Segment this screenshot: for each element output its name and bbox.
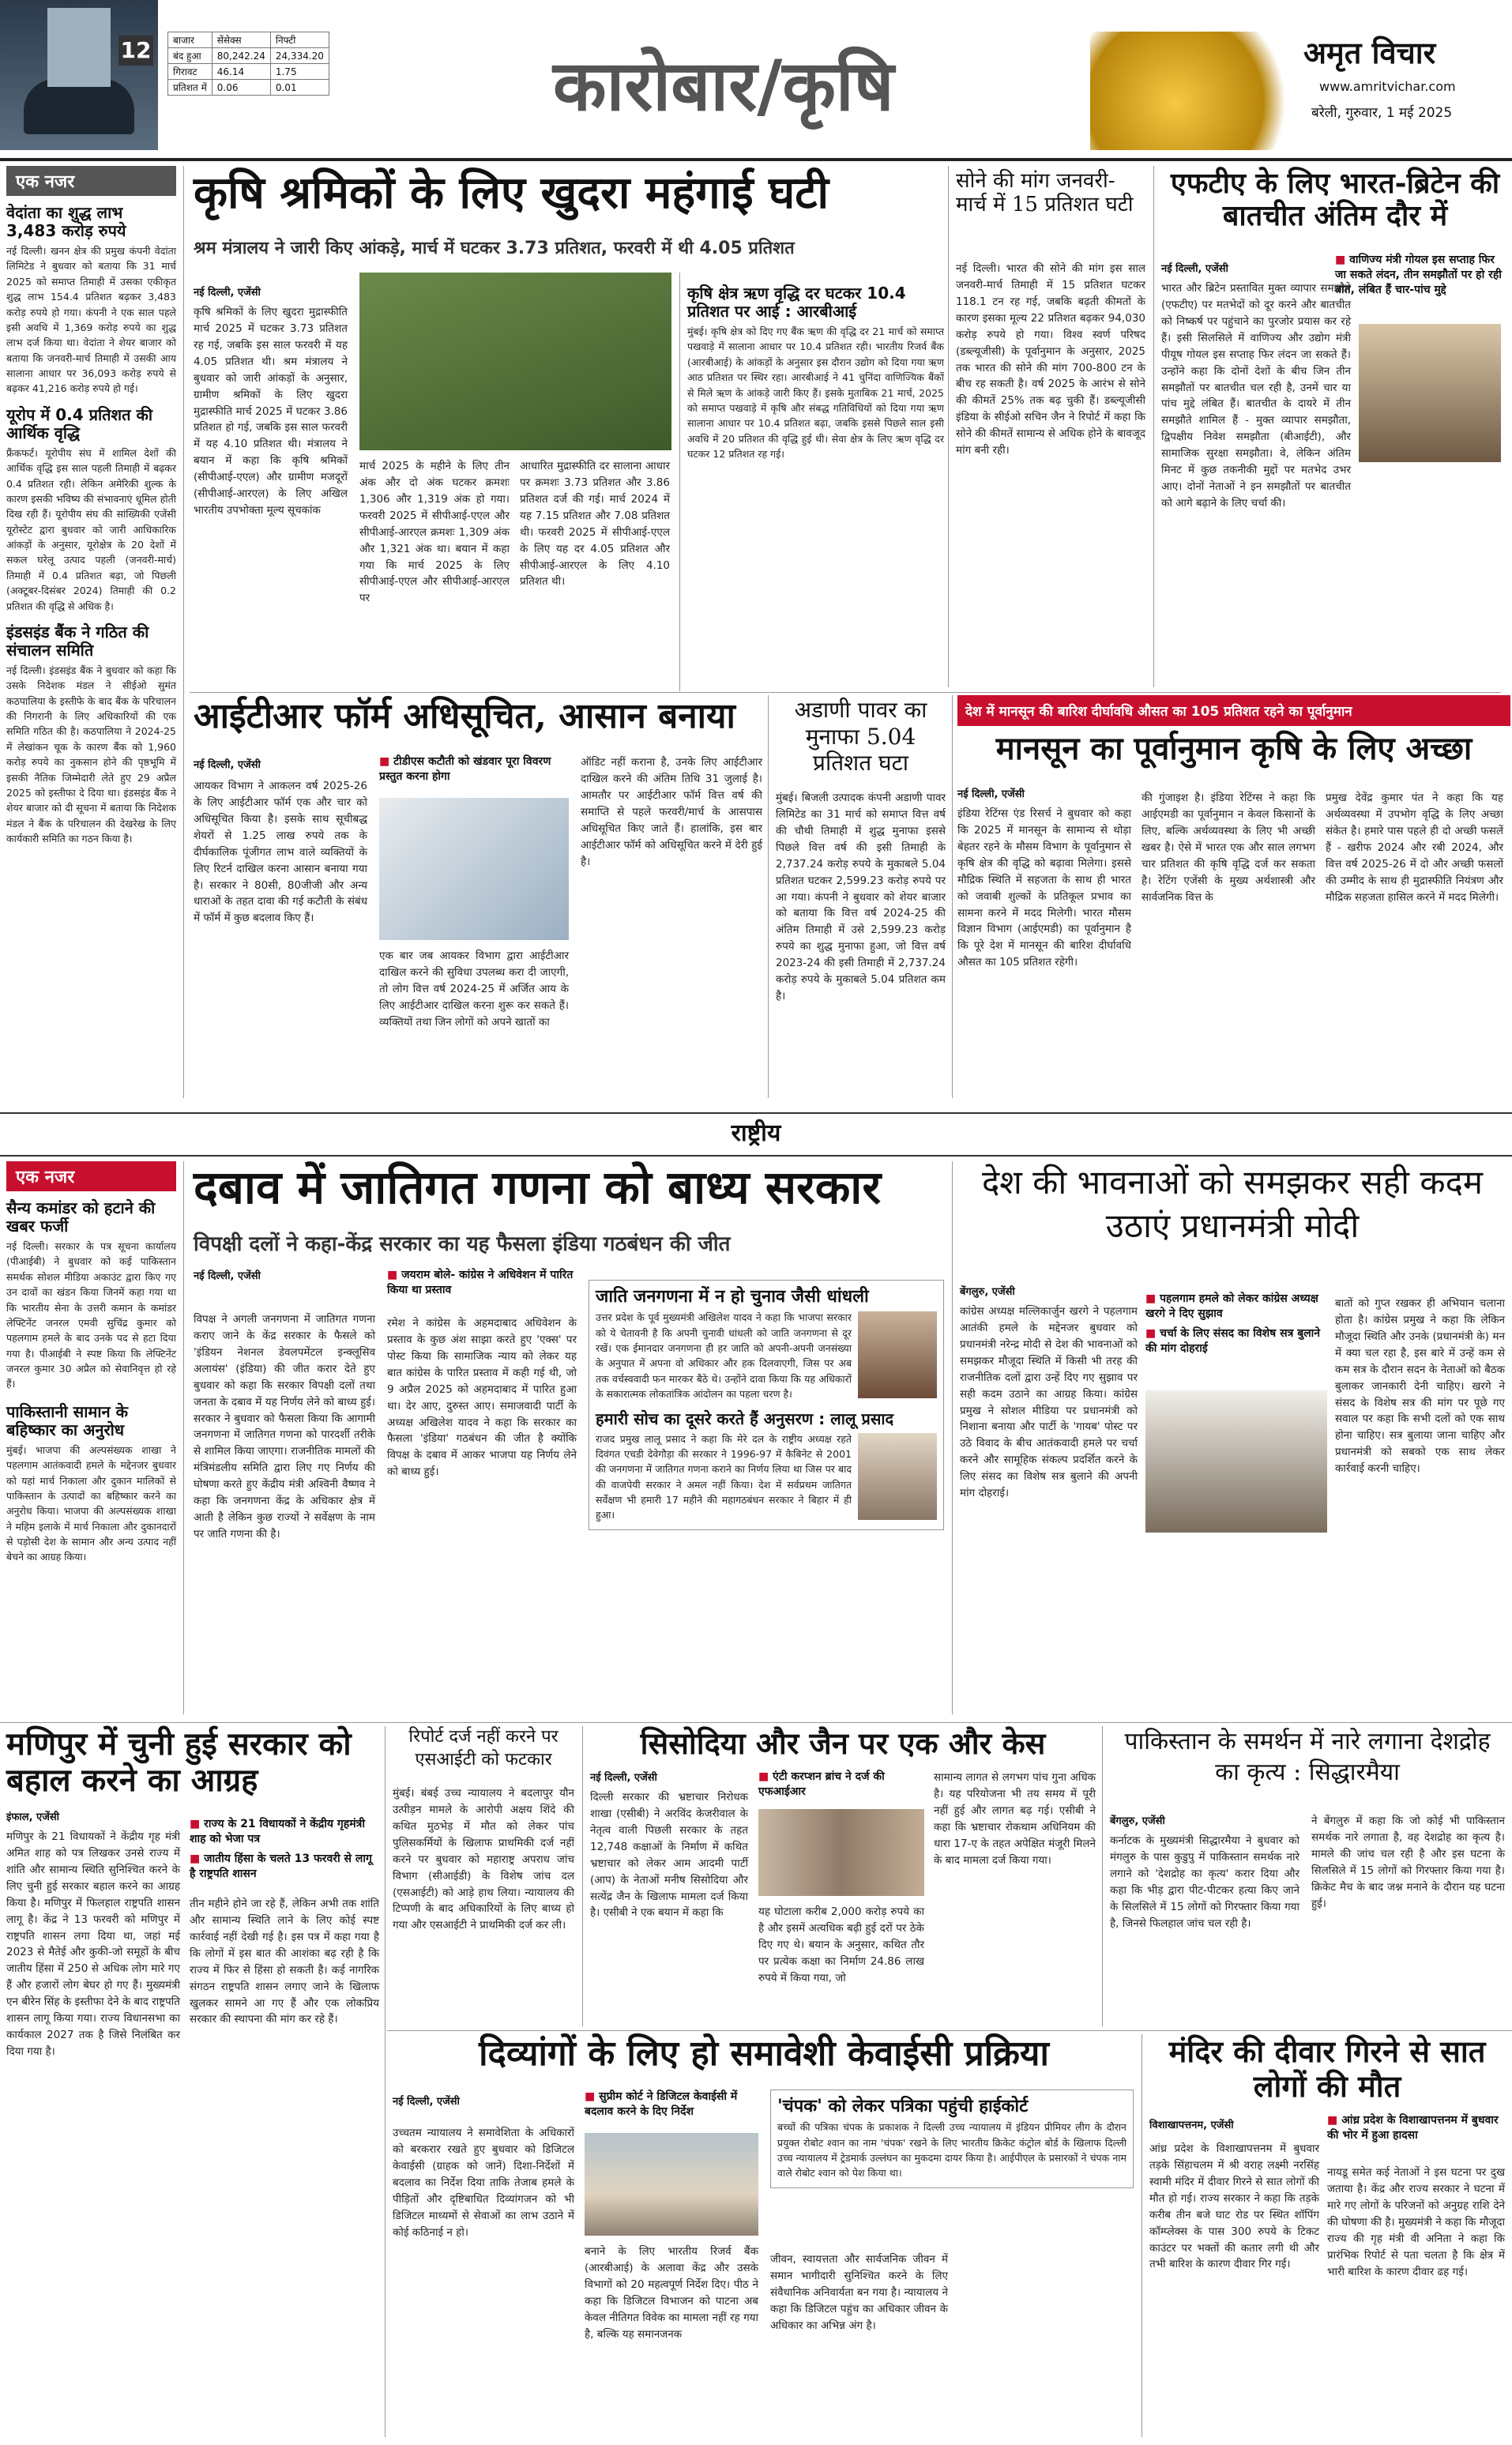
- manipur-headline: मणिपुर में चुनी हुई सरकार को बहाल करने का आग्रह: [6, 1725, 352, 1799]
- ek-nazar-label: एक नजर: [6, 1161, 176, 1191]
- building-icon: [47, 8, 111, 87]
- temple-callout: [1327, 2113, 1505, 2148]
- agri-credit-body: मुंबई। कृषि क्षेत्र को दिए गए बैंक ऋण की वृद्धि दर 21 मार्च को समाप्त पखवाड़े में सालाना आधार पर 10.4 प्रतिशत रही। भारतीय रिजर्व बैंक (आरबीआई) के आंकड़ों के अनुसार इस दौरान उद्योग को दिया गया ऋण आठ प्रतिशत पर स्थिर रहा। आरबीआई ने 41 चुनिंदा वाणिज्यिक बैंकों से मिले ऋण के आंकड़े जारी किए हैं। इसके मुताबिक 21 मार्च, 2025 को समाप्त पखवाड़े में कृषि और संबद्ध गतिविधियों को दिया गया ऋण सालाना आधार पर 10.4 प्रतिशत बढ़ा, जबकि इससे पिछले साल इसी अवधि में 20 प्रतिशत की वृद्धि हुई थी। सेवा क्षेत्र के लिए ऋण वृद्धि दर घटकर 12 प्रतिशत रह गई।: [687, 325, 944, 460]
- pakistan-col2: ने बेंगलुरु में कहा कि जो कोई भी पाकिस्तान समर्थक नारे लगाता है, वह देशद्रोह का कृत्य है। मामले की जांच चल रही है और इस घटना के सिलसिले में 15 लोगों को गिरफ्तार किया गया है। क्रिकेट मैच के बाद जश्न मनाने के दौरान यह घटना हुई।: [1311, 1815, 1505, 1910]
- kyc-col2: बनाने के लिए भारतीय रिजर्व बैंक (आरबीआई) के अलावा केंद्र और उसके विभागों को 20 महत्वपूर्ण निर्देश दिए। पीठ ने कहा कि डिजिटल विभाजन को पाटना अब केवल नीतिगत विवेक का मामला नहीं रह गया है, बल्कि यह समानजनक: [585, 2245, 758, 2341]
- brief-title: यूरोप में 0.4 प्रतिशत की आर्थिक वृद्धि: [6, 404, 153, 442]
- itr-dateline: नई दिल्ली, एजेंसी: [194, 759, 261, 771]
- market-cell: 0.01: [270, 80, 329, 96]
- sisodia-headline: सिसोदिया और जैन पर एक और केस: [640, 1725, 1046, 1761]
- gold-coins-graphic: [1090, 32, 1303, 150]
- agri-credit-headline: कृषि क्षेत्र ऋण वृद्धि दर घटकर 10.4 प्रतिशत पर आई : आरबीआई: [687, 284, 906, 321]
- brief-title: पाकिस्तानी सामान के बहिष्कार का अनुरोध: [6, 1401, 128, 1439]
- kyc-callout-text: ■ सुप्रीम कोर्ट ने डिजिटल केवाईसी में बदलाव करने के दिए निर्देश: [585, 2090, 758, 2120]
- brief: [6, 406, 176, 614]
- sisodia-callout: [758, 1770, 924, 1804]
- kharge-photo: [1145, 1390, 1327, 1533]
- modi-dateline: बेंगलुरु, एजेंसी: [960, 1286, 1015, 1298]
- modi-bullet: ■ चर्चा के लिए संसद का विशेष सत्र बुलाने की मांग दोहराई: [1145, 1326, 1327, 1356]
- monsoon-col1: इंडिया रेटिंग्स एंड रिसर्च ने बुधवार को कहा कि 2025 में मानसून के सामान्य से थोड़ा बेहतर रहने के मौसम विभाग के पूर्वानुमान से कृषि क्षेत्र की वृद्धि को बढ़ावा मिलेगा। इससे मौद्रिक स्थिति में सहजता के साथ ही भारत को जवाबी शुल्कों के प्रतिकूल प्रभाव का सामना करने में मदद मिलेगी। भारत मौसम विज्ञान विभाग (आईएमडी) का पूर्वानुमान है कि पूरे देश में मानसून की बारिश दीर्घावधि औसत का 105 प्रतिशत रहेगी।: [957, 807, 1131, 969]
- ek-nazar-column: [6, 166, 176, 846]
- monsoon-col3: प्रमुख देवेंद्र कुमार पंत ने कहा कि यह अर्थव्यवस्था में उपभोग वृद्धि के लिए अच्छा संकेत है। हमारे पास पहले ही दो अच्छी फसलें हैं - खरीफ 2024 और रबी 2024, और वित्त वर्ष 2025-26 में दो और अच्छी फसलों की उम्मीद के साथ ही मुद्रास्फीति नियंत्रण और मौद्रिक सहजता हासिल करने में मदद मिलेगी।: [1326, 792, 1503, 904]
- monsoon-banner: देश में मानसून की बारिश दीर्घावधि औसत का 105 प्रतिशत रहने का पूर्वानुमान: [957, 695, 1510, 726]
- agri-credit-box: [687, 284, 944, 461]
- market-cell: 1.75: [270, 64, 329, 80]
- lalu-box-body: राजद प्रमुख लालू प्रसाद ने कहा कि मेरे दल के राष्ट्रीय अध्यक्ष रहते दिवंगत एचडी देवेगौड़ा की सरकार ने 1996-97 में कैबिनेट से 2001 की जनगणना में जातिगत गणना कराने का निर्णय लिया था जिस पर बाद की वाजपेयी सरकार ने अमल नहीं किया। देश में सर्वप्रथम जातिगत सर्वेक्षण भी हमारी 17 महीने की महागठबंधन सरकार ने बिहार में ही हुआ।: [596, 1432, 852, 1522]
- temple-col1: आंध्र प्रदेश के विशाखापत्तनम में बुधवार तड़के सिंहाचलम में श्री वराह लक्ष्मी नरसिंह स्वामी मंदिर में दीवार गिरने से सात लोगों की मौत हो गई। राज्य सरकार ने कहा कि तड़के करीब तीन बजे घाट रोड पर स्थित शॉपिंग कॉम्प्लेक्स के पास 300 रुपये के टिकट काउंटर पर भक्तों की कतार लगी थी और तभी बारिश के कारण दीवार गिर गई।: [1149, 2142, 1319, 2271]
- itr-col3: ऑडिट नहीं कराना है, उनके लिए आईटीआर दाखिल करने की अंतिम तिथि 31 जुलाई है। आमतौर पर आईटीआर फॉर्म वित्त वर्ष की समाप्ति से पहले फरवरी/मार्च के आसपास अधिसूचित किए जाते हैं। हालांकि, इस बार आईटीआर फॉर्म को अधिसूचित करने में देरी हुई है।: [581, 756, 762, 868]
- caste-callout: [387, 1268, 577, 1303]
- market-cell: 24,334.20: [270, 48, 329, 64]
- kyc-dateline: नई दिल्ली, एजेंसी: [393, 2096, 460, 2108]
- brand-logo: अमृत विचार: [1303, 35, 1436, 70]
- brief: [6, 623, 176, 847]
- lead-col2: मार्च 2025 के महीने के लिए तीन अंक और दो अंक घटकर क्रमशः 1,306 और 1,319 अंक हो गया। फरवरी 2025 में सीपीआई-एएल और सीपीआई-आरएल क्रमशः 1,309 अंक और 1,321 अंक था। बयान में कहा गया कि मार्च 2025 के लिए सीपीआई-एएल और सीपीआई-आरएल पर: [359, 460, 510, 605]
- temple-headline: मंदिर की दीवार गिरने से सात लोगों की मौत: [1168, 2033, 1486, 2104]
- brief-title: वेदांता का शुद्ध लाभ 3,483 करोड़ रुपये: [6, 203, 126, 240]
- market-cell: प्रतिशत में: [168, 80, 213, 96]
- national-ek-nazar: [6, 1161, 176, 1565]
- pakistan-col1: कर्नाटक के मुख्यमंत्री सिद्धारमैया ने बुधवार को मंगलुरु के पास कुडुपु में पाकिस्तान समर्थक नारे लगाने को 'देशद्रोह का कृत्य' करार दिया और कहा कि भीड़ द्वारा पीट-पीटकर हत्या किए जाने के सिलसिले में 15 लोगों को गिरफ्तार किया गया है, जिनसे फिलहाल जांच चल रही है।: [1110, 1834, 1299, 1930]
- fta-body: भारत और ब्रिटेन प्रस्तावित मुक्त व्यापार समझौते (एफटीए) पर मतभेदों को दूर करने और बातचीत को निष्कर्ष पर पहुंचाने का पुरजोर प्रयास कर रहे हैं। इसी सिलसिले में वाणिज्य और उद्योग मंत्री पीयूष गोयल इस सप्ताह फिर लंदन जा सकते हैं। उन्होंने कहा कि दोनों देशों के बीच जिन तीन समझौतों पर बातचीत चल रही है, उनमें चार या पांच मुद्दे लंबित हैं। बातचीत के दायरे में तीन समझौते शामिल हैं - मुक्त व्यापार समझौता, द्विपक्षीय निवेश समझौता (बीआईटी), और सामाजिक सुरक्षा समझौता। वे, लेकिन अंतिम मिनट में कुछ तकनीकी मुद्दों पर मतभेद उभर आए। दोनों नेताओं ने इन समझौतों पर बातचीत को आगे बढ़ाने के लिए चर्चा की।: [1161, 282, 1351, 510]
- market-header: बाजार: [168, 32, 213, 48]
- champak-box: [770, 2090, 1134, 2188]
- page-number: 12: [118, 36, 153, 66]
- pakistan-dateline: बेंगलुरु, एजेंसी: [1110, 1815, 1165, 1827]
- brief-body: फ्रैंकफर्ट। यूरोपीय संघ में शामिल देशों की आर्थिक वृद्धि इस साल पहली तिमाही में बढ़कर 0.4 प्रतिशत रही। लेकिन अमेरिकी शुल्क के कारण इसकी भविष्य की संभावनाएं धूमिल होती दिख रही हैं। यूरोपीय संघ की सांख्यिकी एजेंसी यूरोस्टेट द्वारा बुधवार को जारी आधिकारिक आंकड़ों के अनुसार, यूरोक्षेत्र के 20 देशों में सकल घरेलू उत्पाद पहली (जनवरी-मार्च) तिमाही में 0.4 प्रतिशत बढ़ा, जो पिछली (अक्टूबर-दिसंबर 2024) तिमाही की 0.2 प्रतिशत की वृद्धि से अधिक है।: [6, 446, 176, 612]
- caste-callout-text: ■ जयराम बोले- कांग्रेस ने अधिवेशन में पारित किया था प्रस्ताव: [387, 1268, 577, 1298]
- monsoon-dateline: नई दिल्ली, एजेंसी: [957, 788, 1025, 800]
- sensex-graphic: [0, 0, 158, 150]
- modi-bullet: ■ पहलगाम हमले को लेकर कांग्रेस अध्यक्ष खरगे ने दिए सुझाव: [1145, 1292, 1327, 1322]
- dateline: बरेली, गुरुवार, 1 मई 2025: [1311, 105, 1453, 121]
- brief-body: मुंबई। भाजपा की अल्पसंख्यक शाखा ने पहलगाम आतंकवादी हमले के मद्देनजर बुधवार को यहां मार्च निकाला और दुकान मालिकों से पाकिस्तान के उत्पादों का बहिष्कार करने का अनुरोध किया। भाजपा की अल्पसंख्यक शाखा ने महिम इलाके में मार्च निकाला और दुकानदारों से पड़ोसी देश के सामान और अन्य उत्पाद नहीं बेचने का आग्रह किया।: [6, 1443, 176, 1563]
- market-cell: 80,242.24: [212, 48, 270, 64]
- kyc-col1: उच्चतम न्यायालय ने समावेशिता के अधिकारों को बरकरार रखते हुए बुधवार को डिजिटल केवाईसी (ग्राहक को जानें) दिशा-निर्देशों में बदलाव का निर्देश दिया ताकि तेजाब हमले के पीड़ितों और दृष्टिबाधित दिव्यांगजन को भी डिजिटल माध्यमों से सेवाओं का लाभ उठाने में कोई कठिनाई न हो।: [393, 2127, 574, 2239]
- champak-headline: 'चंपक' को लेकर पत्रिका पहुंची हाईकोर्ट: [777, 2097, 1029, 2116]
- adani-body: मुंबई। बिजली उत्पादक कंपनी अडाणी पावर लिमिटेड का 31 मार्च को समाप्त वित्त वर्ष की चौथी तिमाही में शुद्ध मुनाफा इससे पिछले वित्त वर्ष की इसी तिमाही के 2,737.24 करोड़ रुपये के मुकाबले 5.04 प्रतिशत घटकर 2,599.23 करोड़ रुपये पर आ गया। कंपनी ने बुधवार को शेयर बाजार को बताया कि वित्त वर्ष 2024-25 की अंतिम तिमाही में उसे 2,599.23 करोड़ रुपये का शुद्ध मुनाफा हुआ, जो वित्त वर्ष 2023-24 की इसी तिमाही में 2,737.24 करोड़ रुपये के मुकाबले 5.04 प्रतिशत कम है।: [776, 792, 946, 1003]
- brief-title: इंडसइंड बैंक ने गठित की संचालन समिति: [6, 622, 149, 660]
- caste-col1: विपक्ष ने अगली जनगणना में जातिगत गणना कराए जाने के केंद्र सरकार के फैसले को 'इंडियन नेशनल डेवलपमेंटल इन्क्लूसिव अलायंस' (इंडिया) की जीत करार देते हुए बुधवार को कहा कि सरकार विपक्षी दलों तथा जनता के दबाव में यह निर्णय लेने को बाध्य हुई। सरकार ने बुधवार को फैसला किया कि आगामी जनगणना में जातिगत गणना को पारदर्शी तरीके से शामिल किया जाएगा। राजनीतिक मामलों की मंत्रिमंडलीय समिति द्वारा लिए गए निर्णय की घोषणा करते हुए केंद्रीय मंत्री अश्विनी वैष्णव ने कहा कि जनगणना केंद्र के अधिकार क्षेत्र में आती है लेकिन कुछ राज्यों ने सर्वेक्षण के नाम पर जाति गणना की है।: [194, 1313, 375, 1540]
- modi-headline: देश की भावनाओं को समझकर सही कदम उठाएं प्रधानमंत्री मोदी: [981, 1163, 1484, 1245]
- bull-icon: [24, 79, 134, 134]
- supreme-court-photo: [585, 2133, 758, 2236]
- market-cell: 0.06: [212, 80, 270, 96]
- market-cell: बंद हुआ: [168, 48, 213, 64]
- monsoon-col2: की गुंजाइश है। इंडिया रेटिंग्स ने कहा कि आईएमडी का पूर्वानुमान न केवल किसानों के लिए, बल्कि अर्थव्यवस्था के लिए भी अच्छी खबर है। ऐसे में भारत एक और साल लगभग चार प्रतिशत की कृषि वृद्धि दर्ज कर सकता है। रेटिंग एजेंसी के मुख्य अर्थशास्त्री और सार्वजनिक वित्त के: [1142, 792, 1315, 904]
- sisodia-col2: यह घोटाला करीब 2,000 करोड़ रुपये का है और इसमें अत्यधिक बढ़ी हुई दरों पर ठेके दिए गए थे। बयान के अनुसार, कथित तौर पर प्रत्येक कक्षा का निर्माण 24.86 लाख रुपये में किया गया, जो: [758, 1905, 924, 1984]
- champak-body: बच्चों की पत्रिका चंपक के प्रकाशक ने दिल्ली उच्च न्यायालय में इंडियन प्रीमियर लीग के दौरान प्रयुक्त रोबोट श्वान का नाम 'चंपक' रखने के लिए भारतीय क्रिकेट कंट्रोल बोर्ड के खिलाफ दिल्ली उच्च न्यायालय में ट्रेडमार्क उल्लंघन का मुकदमा दायर किया है। आईपीएल के प्रसारकों ने चंपक नाम वाले रोबोट श्वान को पेश किया था।: [777, 2121, 1126, 2180]
- brief-body: नई दिल्ली। इंडसइंड बैंक ने बुधवार को कहा कि उसके निदेशक मंडल ने सीईओ सुमंत कठपालिया के इस्तीफे के बाद बैंक के परिचालन की निगरानी के लिए अधिकारियों की एक समिति गठित की है। कठपालिया ने 2024-25 में लेखांकन चूक के कारण बैंक को 1,960 करोड़ रुपये का नुकसान होने की पृष्ठभूमि में इसकी नैतिक जिम्मेदारी लेते हुए 29 अप्रैल 2025 को इस्तीफा दे दिया था। इंडसइंड बैंक ने शेयर बाजार को दी सूचना में बताया कि निदेशक मंडल ने बैंक के परिचालन की देखरेख के लिए कार्यकारी समिति का गठन किया है।: [6, 664, 176, 844]
- temple-callout-text: ■ आंध्र प्रदेश के विशाखापत्तनम में बुधवार की भोर में हुआ हादसा: [1327, 2113, 1505, 2143]
- brief: [6, 204, 176, 397]
- manipur-col2: तीन महीने होने जा रहे हैं, लेकिन अभी तक शांति और सामान्य स्थिति लाने के लिए कोई स्पष्ट कार्रवाई नहीं देखी गई है। इस पत्र में कहा गया है कि लोगों में इस बात की आशंका बढ़ रही है कि राज्य में फिर से हिंसा हो सकती है। कई नागरिक संगठन राष्ट्रपति शासन लगाए जाने के खिलाफ खुलकर सामने आ गए हैं और एक लोकप्रिय सरकार की स्थापना की मांग कर रहे हैं।: [190, 1898, 379, 2026]
- fta-caption-box: [1335, 253, 1509, 303]
- monsoon-headline: मानसून का पूर्वानुमान कृषि के लिए अच्छा: [995, 730, 1473, 767]
- fta-caption: ■ वाणिज्य मंत्री गोयल इस सप्ताह फिर जा सकते लंदन, तीन समझौतों पर हो रही बात, लंबित हैं चार-पांच मुद्दे: [1335, 253, 1509, 298]
- kyc-callout: [585, 2090, 758, 2124]
- lead-subhead: श्रम मंत्रालय ने जारी किए आंकड़े, मार्च में घटकर 3.73 प्रतिशत, फरवरी में थी 4.05 प्रतिशत: [194, 239, 795, 258]
- sisodia-col3: सामान्य लागत से लगभग पांच गुना अधिक है। यह परियोजना भी तय समय में पूरी नहीं हुई और लागत बढ़ गई। एसीबी ने कहा कि भ्रष्टाचार रोकथाम अधिनियम की धारा 17-ए के तहत अपेक्षित मंजूरी मिलने के बाद मामला दर्ज किया गया।: [934, 1771, 1096, 1867]
- manipur-bullet: ■ राज्य के 21 विधायकों ने केंद्रीय गृहमंत्री शाह को भेजा पत्र: [190, 1817, 379, 1847]
- fta-headline: एफटीए के लिए भारत-ब्रिटेन की बातचीत अंतिम दौर में: [1170, 167, 1500, 233]
- brief-title: सैन्य कमांडर को हटाने की खबर फर्जी: [6, 1198, 156, 1236]
- lead-col3: आधारित मुद्रास्फीति दर सालाना आधार पर क्रमशः 3.73 प्रतिशत और 3.86 प्रतिशत दर्ज की गई। मार्च 2024 में यह 7.15 प्रतिशत और 7.08 प्रतिशत थी। फरवरी 2025 में सीपीआई-एएल के लिए यह दर 4.05 प्रतिशत और सीपीआई-आरएल के लिए 4.10 प्रतिशत थी।: [520, 460, 670, 589]
- caste-subhead: विपक्षी दलों ने कहा-केंद्र सरकार का यह फैसला इंडिया गठबंधन की जीत: [194, 1232, 731, 1256]
- goyal-photo: [1359, 324, 1501, 462]
- lalu-photo: [858, 1433, 937, 1520]
- gold-body: नई दिल्ली। भारत की सोने की मांग इस साल जनवरी-मार्च तिमाही में 15 प्रतिशत घटकर 118.1 टन रह गई, जबकि बढ़ती कीमतों के कारण इसका मूल्य 22 प्रतिशत बढ़कर 94,030 करोड़ रुपये हो गया। विश्व स्वर्ण परिषद (डब्ल्यूजीसी) के पूर्वानुमान के अनुसार, 2025 तक भारत की सोने की मांग 700-800 टन के बीच रह सकती है। वर्ष 2025 के आरंभ से सोने की कीमतें 25% तक बढ़ चुकी हैं। डब्ल्यूजीसी इंडिया के सीईओ सचिन जैन ने रिपोर्ट में कहा कि सोने की कीमतें सामान्य से अधिक होने के बावजूद मांग बनी रही।: [956, 262, 1145, 457]
- modi-bullets: [1145, 1292, 1327, 1361]
- sisodia-jain-photo: [758, 1809, 924, 1896]
- section-label-national: राष्ट्रीय: [731, 1119, 781, 1147]
- market-header: सेंसेक्स: [212, 32, 270, 48]
- market-header: निफ्टी: [270, 32, 329, 48]
- manipur-dateline: इंफाल, एजेंसी: [6, 1811, 60, 1823]
- akhilesh-box-headline: जाति जनगणना में न हो चुनाव जैसी धांधली: [596, 1287, 869, 1307]
- lead-dateline: नई दिल्ली, एजेंसी: [194, 287, 261, 299]
- akhilesh-box: [589, 1280, 944, 1530]
- gold-headline: सोने की मांग जनवरी-मार्च में 15 प्रतिशत घटी: [956, 169, 1134, 216]
- ek-nazar-label: एक नजर: [6, 166, 176, 196]
- lalu-box-headline: हमारी सोच का दूसरे करते हैं अनुसरण : लालू प्रसाद: [596, 1409, 894, 1428]
- masthead: [0, 0, 1512, 162]
- caste-dateline: नई दिल्ली, एजेंसी: [194, 1270, 261, 1282]
- tax-form-photo: [379, 798, 569, 940]
- pakistan-headline: पाकिस्तान के समर्थन में नारे लगाना देशद्रोह का कृत्य : सिद्धारमैया: [1124, 1728, 1491, 1786]
- lead-col1: कृषि श्रमिकों के लिए खुदरा मुद्रास्फीति मार्च 2025 में घटकर 3.73 प्रतिशत रह गई, जबकि इस साल फरवरी में यह 4.05 प्रतिशत थी। श्रम मंत्रालय ने बुधवार को जारी आंकड़ों के अनुसार, ग्रामीण श्रमिकों के लिए खुदरा मुद्रास्फीति मार्च 2025 में घटकर 3.86 प्रतिशत हो गई, जबकि इस साल फरवरी में यह 4.10 प्रतिशत थी। मंत्रालय ने बयान में कहा कि कृषि श्रमिकों (सीपीआई-एएल) और ग्रामीण मजदूरों (सीपीआई-आरएल) के लिए अखिल भारतीय उपभोक्ता मूल्य सूचकांक: [194, 306, 348, 517]
- temple-dateline: विशाखापत्तनम, एजेंसी: [1149, 2120, 1234, 2131]
- brief: [6, 1403, 176, 1565]
- itr-col2: एक बार जब आयकर विभाग द्वारा आईटीआर दाखिल करने की सुविधा उपलब्ध करा दी जाएगी, तो लोग वित्त वर्ष 2024-25 में अर्जित आय के लिए आईटीआर दाखिल करना शुरू कर सकते हैं। व्यक्तियों तथा जिन लोगों को अपने खातों का: [379, 950, 569, 1029]
- lead-headline: कृषि श्रमिकों के लिए खुदरा महंगाई घटी: [194, 167, 829, 219]
- kyc-headline: दिव्यांगों के लिए हो समावेशी केवाईसी प्रक्रिया: [479, 2033, 1049, 2074]
- market-cell: 46.14: [212, 64, 270, 80]
- brief: [6, 1199, 176, 1392]
- website: www.amritvichar.com: [1319, 79, 1456, 94]
- fta-dateline: नई दिल्ली, एजेंसी: [1161, 263, 1228, 275]
- modi-col2: बातों को गुप्त रखकर ही अभियान चलाना होता है। कांग्रेस प्रमुख ने कहा कि लेकिन मौजूदा स्थिति और उनके (प्रधानमंत्री के) मन में क्या चल रहा है, इस बारे में उन्हें कम से कम सत्र के दौरान सदन के नेताओं को बैठक बुलाकर जानकारी देनी चाहिए। खरगे ने संसद के विशेष सत्र की मांग पर पूछे गए सवाल पर कहा कि सभी दलों को एक साथ होना चाहिए। सत्र बुलाया जाना चाहिए और प्रधानमंत्री को सबको एक साथ लेकर कार्रवाई करनी चाहिए।: [1335, 1297, 1505, 1476]
- temple-col2: नायडू समेत कई नेताओं ने इस घटना पर दुख जताया है। केंद्र और राज्य सरकार ने घटना में मारे गए लोगों के परिजनों को अनुग्रह राशि देने की घोषणा की है। मुख्यमंत्री ने कहा कि मौजूदा राज्य की गृह मंत्री वी अनिता ने कहा कि प्रारंभिक रिपोर्ट से पता चलता है कि क्षेत्र में भारी बारिश के कारण दीवार ढह गई।: [1327, 2166, 1505, 2278]
- akhilesh-box-body: उत्तर प्रदेश के पूर्व मुख्यमंत्री अखिलेश यादव ने कहा कि भाजपा सरकार को ये चेतावनी है कि अपनी चुनावी धांधली को जाति जनगणना से दूर रखें। एक ईमानदार जनगणना ही हर जाति को अपनी-अपनी जनसंख्या के अनुपात में अपना वो अधिकार और हक दिलवाएगी, जिस पर अब तक वर्चस्ववादी फन मारकर बैठे थे। उन्होंने दावा किया कि यह अधिकारों के सकारात्मक लोकतांत्रिक आंदोलन का पहला चरण है।: [596, 1311, 852, 1401]
- manipur-col1: मणिपुर के 21 विधायकों ने केंद्रीय गृह मंत्री अमित शाह को पत्र लिखकर उनसे राज्य में शांति और सामान्य स्थिति सुनिश्चित करने के लिए चुनी हुई सरकार बहाल करने का आग्रह किया है। मणिपुर में फिलहाल राष्ट्रपति शासन लागू है। केंद्र ने 13 फरवरी को मणिपुर में राष्ट्रपति शासन लगा दिया था, जहां मई 2023 से मैतेई और कुकी-जो समूहों के बीच जातीय हिंसा में 250 से अधिक लोग मारे गए हैं और हजारों लोग बेघर हो गए हैं। मुख्यमंत्री एन बीरेन सिंह के इस्तीफा देने के बाद राष्ट्रपति शासन लागू किया गया। राज्य विधानसभा का कार्यकाल 2027 तक है जिसे निलंबित कर दिया गया है।: [6, 1830, 180, 2058]
- market-cell: गिरावट: [168, 64, 213, 80]
- brief-body: नई दिल्ली। खनन क्षेत्र की प्रमुख कंपनी वेदांता लिमिटेड ने बुधवार को बताया कि 31 मार्च 2025 को समाप्त तिमाही में उसका एकीकृत शुद्ध लाभ 154.4 प्रतिशत बढ़कर 3,483 करोड़ रुपये हो गया। कंपनी ने एक साल पहले इसी अवधि में 1,369 करोड़ रुपये का शुद्ध लाभ दर्ज किया था। वेदांता ने शेयर बाजार को बताया कि जनवरी-मार्च तिमाही में उसकी आय सालाना आधार पर 36,093 करोड़ रुपये से बढ़कर 41,216 करोड़ रुपये हो गई।: [6, 245, 176, 395]
- manipur-bullets: [190, 1817, 379, 1886]
- adani-headline: अडाणी पावर का मुनाफा 5.04 प्रतिशत घटा: [794, 697, 927, 777]
- modi-col1: कांग्रेस अध्यक्ष मल्लिकार्जुन खरगे ने पहलगाम आतंकी हमले के मद्देनजर बुधवार को प्रधानमंत्री नरेन्द्र मोदी से देश की भावनाओं को समझकर मौजूदा स्थिति में किसी भी तरह की राजनीतिक दलों द्वारा उन्हें दिए गए सुझाव पर सही कदम उठाने का आग्रह किया। कांग्रेस प्रमुख ने सोशल मीडिया पर प्रधानमंत्री को निशाना बनाया और पार्टी के 'गायब' पोस्ट पर उठे विवाद के बीच आतंकवादी हमले पर चर्चा करने और सामूहिक संकल्प प्रदर्शित करने के लिए संसद का विशेष सत्र बुलाने की अपनी मांग दोहराई।: [960, 1305, 1138, 1500]
- itr-callout: [379, 754, 577, 789]
- sisodia-callout-text: ■ एंटी करप्शन ब्रांच ने दर्ज की एफआईआर: [758, 1770, 924, 1800]
- sisodia-dateline: नई दिल्ली, एजेंसी: [590, 1772, 657, 1784]
- brief-body: नई दिल्ली। सरकार के पत्र सूचना कार्यालय (पीआईबी) ने बुधवार को कई पाकिस्तान समर्थक सोशल मीडिया अकाउंट द्वारा किए गए उन दावों का खंडन किया जिनमें कहा गया था कि भारतीय सेना के उत्तरी कमान के कमांडर लेफ्टिनेंट जनरल एमवी सुचिंद्र कुमार को पहलगाम हमले के बाद उनके पद से हटा दिया गया है। पीआईबी ने स्पष्ट किया कि लेफ्टिनेंट जनरल कुमार 30 अप्रैल को सेवानिवृत्त हो रहे हैं।: [6, 1240, 176, 1390]
- caste-col2: रमेश ने कांग्रेस के अहमदाबाद अधिवेशन के प्रस्ताव के कुछ अंश साझा करते हुए 'एक्स' पर पोस्ट किया कि सामाजिक न्याय को लेकर यह बात कांग्रेस के पारित प्रस्ताव में कही गई थी, जो 9 अप्रैल 2025 को अहमदाबाद में पारित हुआ था। देर आए, दुरुस्त आए। समाजवादी पार्टी के अध्यक्ष अखिलेश यादव ने कहा कि सरकार का फैसला 'इंडिया' गठबंधन की जीत है क्योंकि विपक्ष के दबाव में आकर भाजपा यह निर्णय लेने को बाध्य हुई।: [387, 1317, 577, 1479]
- itr-headline: आईटीआर फॉर्म अधिसूचित, आसान बनाया: [194, 696, 735, 736]
- report-headline: रिपोर्ट दर्ज नहीं करने पर एसआईटी को फटकार: [408, 1727, 559, 1770]
- farmers-photo: [359, 273, 671, 450]
- itr-callout-text: ■ टीडीएस कटौती को खंडवार पूरा विवरण प्रस्तुत करना होगा: [379, 754, 577, 784]
- market-table: [167, 32, 329, 96]
- report-body: मुंबई। बंबई उच्च न्यायालय ने बदलापुर यौन उत्पीड़न मामले के आरोपी अक्षय शिंदे की कथित मुठभेड़ में मौत को लेकर पांच पुलिसकर्मियों के खिलाफ प्राथमिकी दर्ज नहीं करने पर बुधवार को महाराष्ट्र अपराध जांच विभाग (सीआईडी) के विशेष जांच दल (एसआईटी) को आड़े हाथ लिया। न्यायालय की टिप्पणी के बाद अधिकारियों के लिए बाध्य हो गया और एसआईटी ने प्राथमिकी दर्ज कर ली।: [393, 1787, 574, 1932]
- itr-col1: आयकर विभाग ने आकलन वर्ष 2025-26 के लिए आईटीआर फॉर्म एक और चार को अधिसूचित किया है। इसके साथ सूचीबद्ध शेयरों से 1.25 लाख रुपये तक के दीर्घकालिक पूंजीगत लाभ वाले व्यक्तियों के लिए रिटर्न दाखिल करना आसान बनाया गया है। सरकार ने 80सी, 80जीजी और अन्य धाराओं के तहत दावा की गई कटौती के संबंध में फॉर्म में कुछ बदलाव किए हैं।: [194, 780, 367, 925]
- section-title: कारोबार/कृषि: [553, 44, 894, 126]
- akhilesh-photo: [858, 1311, 937, 1398]
- sisodia-col1: दिल्ली सरकार की भ्रष्टाचार निरोधक शाखा (एसीबी) ने अरविंद केजरीवाल के नेतृत्व वाली पिछली सरकार के तहत 12,748 कक्षाओं के निर्माण में कथित भ्रष्टाचार को लेकर आम आदमी पार्टी (आप) के नेताओं मनीष सिसोदिया और सत्येंद्र जैन के खिलाफ मामला दर्ज किया है। एसीबी ने एक बयान में कहा कि: [590, 1791, 748, 1920]
- kyc-col3: जीवन, स्वायत्तता और सार्वजनिक जीवन में समान भागीदारी सुनिश्चित करने के लिए संवैधानिक अनिवार्यता बन गया है। न्यायालय ने कहा कि डिजिटल पहुंच का अधिकार जीवन के अधिकार का अभिन्न अंग है।: [770, 2253, 948, 2332]
- caste-headline: दबाव में जातिगत गणना को बाध्य सरकार: [194, 1160, 882, 1214]
- manipur-bullet: ■ जातीय हिंसा के चलते 13 फरवरी से लागू है राष्ट्रपति शासन: [190, 1852, 379, 1882]
